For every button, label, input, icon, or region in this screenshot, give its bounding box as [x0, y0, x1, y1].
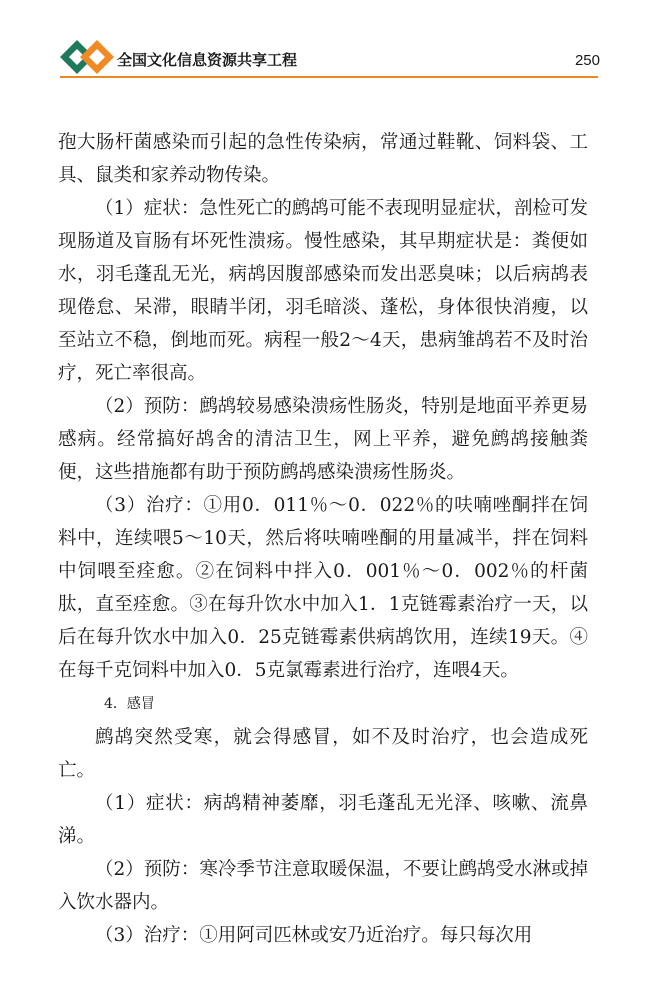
paragraph-cold-prevention: （2）预防：寒冷季节注意取暖保温，不要让鹧鸪受水淋或掉入饮水器内。 [58, 859, 588, 913]
logo-icon [60, 40, 116, 74]
page-number: 250 [574, 52, 600, 69]
paragraph-cold-intro: 鹧鸪突然受寒，就会得感冒，如不及时治疗，也会造成死亡。 [58, 727, 588, 781]
paragraph-symptoms: （1）症状：急性死亡的鹧鸪可能不表现明显症状，剖检可发现肠道及盲肠有坏死性溃疡。慢性感染，其早期症状是：粪便如水，羽毛蓬乱无光，病鸪因腹部感染而发出恶臭味；以后病鸪表现倦怠、呆滞，眼睛半闭，羽毛暗淡、蓬松，身体很快消瘦，以至站立不稳，倒地而死。病程一般2～4天，患病雏鸪若不及时治疗，死亡率很高。 [58, 198, 588, 384]
paragraph-p1: 孢大肠杆菌感染而引起的急性传染病，常通过鞋靴、饲料袋、工具、鼠类和家养动物传染。 [58, 132, 588, 186]
paragraph-treatment: （3）治疗：①用0．011％～0．022％的呋喃唑酮拌在饲料中，连续喂5～10天，然后将呋喃唑酮的用量减半，拌在饲料中饲喂至痊愈。②在饲料中拌入0．001％～0．002％的杆菌肽，直至痊愈。③在每升饮水中加入1．1克链霉素治疗一天，以后在每升饮水中加入0．25克链霉素供病鸪饮用，连续19天。④在每千克饲料中加入0．5克氯霉素进行治疗，连喂4天。 [58, 495, 588, 681]
paragraph-cold-symptoms: （1）症状：病鸪精神萎靡，羽毛蓬乱无光泽、咳嗽、流鼻涕。 [58, 793, 588, 847]
page-body [58, 126, 588, 952]
header-divider [60, 76, 598, 78]
header-title: 全国文化信息资源共享工程 [117, 51, 298, 69]
section-heading: 4．感冒 [104, 696, 155, 712]
paragraph-cold-treatment: （3）治疗：①用阿司匹林或安乃近治疗。每只每次用 [95, 925, 533, 946]
paragraph-prevention: （2）预防：鹧鸪较易感染溃疡性肠炎，特别是地面平养更易感病。经常搞好鸪舍的清洁卫生，网上平养，避免鹧鸪接触粪便，这些措施都有助于预防鹧鸪感染溃疡性肠炎。 [58, 396, 588, 483]
page-header [0, 0, 646, 80]
